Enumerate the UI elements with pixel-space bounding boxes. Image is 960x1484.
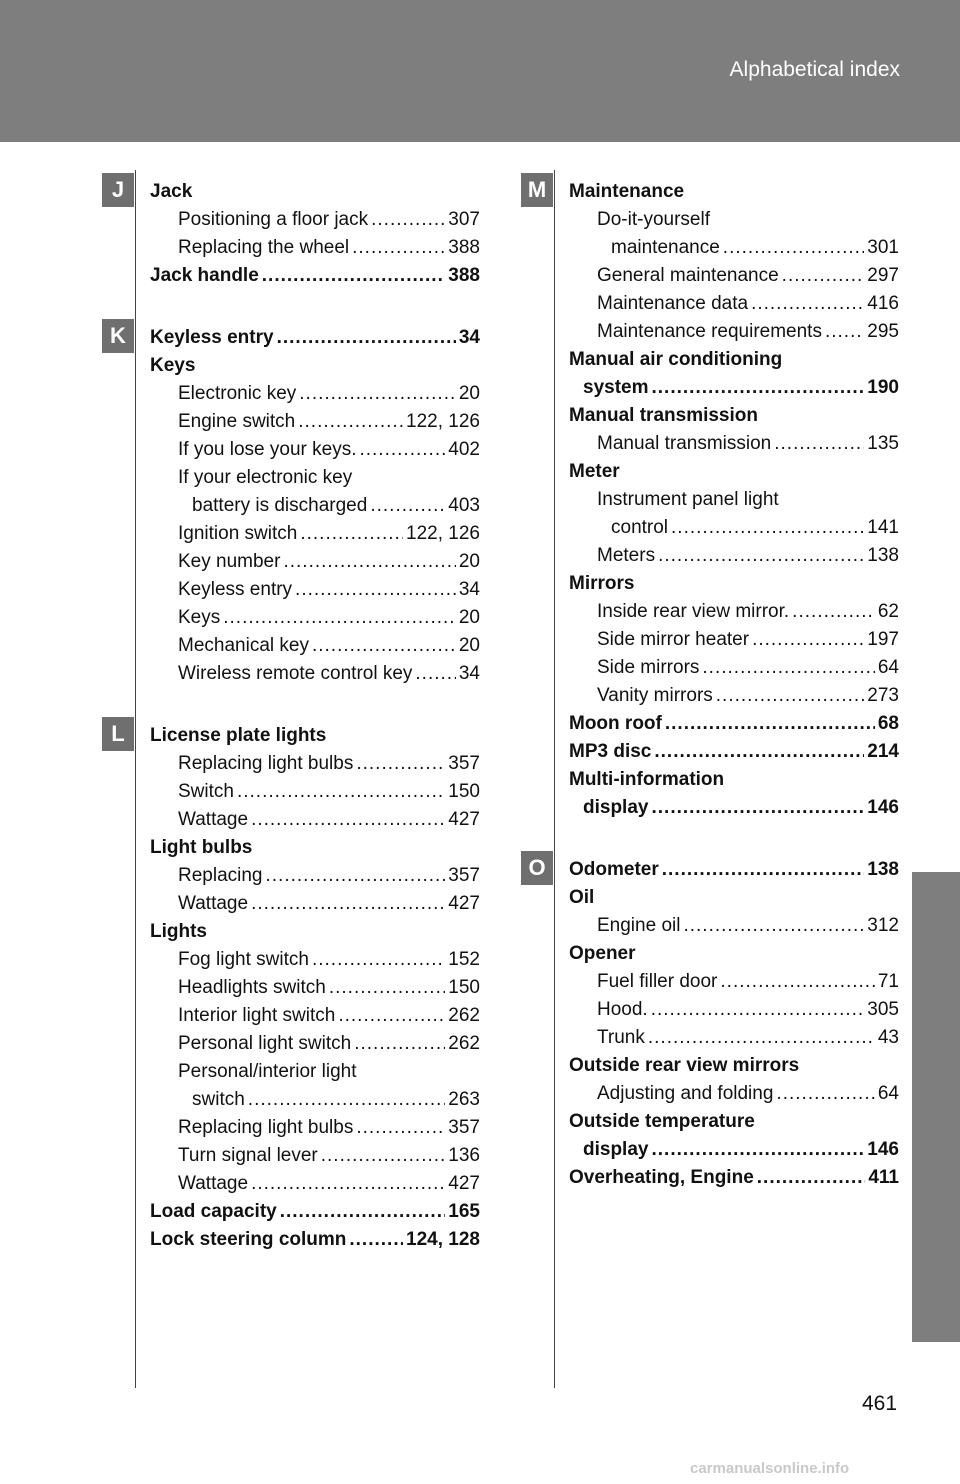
entry-text: Manual transmission <box>597 433 772 454</box>
entry-text: If you lose your keys. <box>178 439 357 460</box>
index-subentry <box>569 206 899 234</box>
index-subentry <box>150 660 480 688</box>
index-entry <box>569 346 899 374</box>
dot-leader <box>648 1024 875 1052</box>
index-subentry <box>150 492 480 520</box>
index-entry <box>569 1136 899 1164</box>
entry-page-ref: 297 <box>867 265 899 286</box>
entry-text: Mechanical key <box>178 635 309 656</box>
entry-page-ref: 197 <box>867 629 899 650</box>
entry-page-ref: 305 <box>867 999 899 1020</box>
entry-page-ref: 427 <box>448 809 480 830</box>
entry-page-ref: 190 <box>867 377 899 398</box>
index-subentry <box>569 1024 899 1052</box>
entry-text: Ignition switch <box>178 523 298 544</box>
entry-text: Light bulbs <box>150 837 253 858</box>
entry-page-ref: 146 <box>867 1139 899 1160</box>
entry-text: Headlights switch <box>178 977 326 998</box>
dot-leader <box>354 1030 445 1058</box>
dot-leader <box>723 234 865 262</box>
entry-text: General maintenance <box>597 265 779 286</box>
entry-text: Manual transmission <box>569 405 758 426</box>
dot-leader <box>237 778 445 806</box>
left-column-rule <box>135 170 136 1388</box>
entry-text: display <box>583 797 649 818</box>
entry-page-ref: 34 <box>458 327 480 348</box>
entry-text: Wattage <box>178 809 249 830</box>
entry-text: Replacing light bulbs <box>178 1117 354 1138</box>
index-subentry <box>150 1002 480 1030</box>
dot-leader <box>415 660 455 688</box>
index-entry <box>569 794 899 822</box>
entry-text: Trunk <box>597 1027 645 1048</box>
dot-leader <box>299 380 456 408</box>
index-subentry <box>569 234 899 262</box>
right-index-column <box>569 178 899 1192</box>
index-subentry <box>569 290 899 318</box>
entry-text: maintenance <box>611 237 720 258</box>
entry-page-ref: 262 <box>448 1005 480 1026</box>
section-letter-m: M <box>521 173 553 207</box>
entry-text: Load capacity <box>150 1201 277 1222</box>
entry-page-ref: 150 <box>448 781 480 802</box>
entry-page-ref: 388 <box>448 265 480 286</box>
index-subentry <box>569 262 899 290</box>
entry-page-ref: 427 <box>448 1173 480 1194</box>
entry-text: Meter <box>569 461 620 482</box>
index-subentry <box>569 968 899 996</box>
index-subentry <box>150 1114 480 1142</box>
entry-text: Inside rear view mirror. <box>597 601 790 622</box>
index-subentry <box>569 1080 899 1108</box>
entry-page-ref: 273 <box>867 685 899 706</box>
dot-leader <box>757 1164 866 1192</box>
entry-text: Replacing the wheel <box>178 237 350 258</box>
entry-text: Wattage <box>178 893 249 914</box>
entry-page-ref: 357 <box>448 865 480 886</box>
index-section-o <box>569 856 899 1192</box>
right-column-rule <box>554 170 555 1388</box>
index-entry <box>569 940 899 968</box>
dot-leader <box>312 632 456 660</box>
dot-leader <box>266 862 446 890</box>
entry-text: Manual air conditioning <box>569 349 783 370</box>
dot-leader <box>295 576 456 604</box>
entry-text: Wattage <box>178 1173 249 1194</box>
index-subentry <box>569 542 899 570</box>
entry-page-ref: 301 <box>867 237 899 258</box>
index-subentry <box>150 380 480 408</box>
index-entry <box>150 1226 480 1254</box>
index-section-m <box>569 178 899 822</box>
entry-page-ref: 64 <box>877 657 899 678</box>
index-entry <box>569 458 899 486</box>
entry-page-ref: 152 <box>448 949 480 970</box>
index-subentry <box>150 750 480 778</box>
dot-leader <box>651 794 864 822</box>
entry-text: Opener <box>569 943 636 964</box>
entry-text: switch <box>192 1089 245 1110</box>
entry-text: Do-it-yourself <box>597 209 710 230</box>
entry-page-ref: 427 <box>448 893 480 914</box>
dot-leader <box>349 1226 403 1254</box>
entry-text: Fuel filler door <box>597 971 718 992</box>
entry-page-ref: 135 <box>867 433 899 454</box>
entry-page-ref: 20 <box>458 551 480 572</box>
entry-page-ref: 138 <box>867 859 899 880</box>
index-section-j <box>150 178 480 290</box>
index-subentry <box>569 682 899 710</box>
index-section-k <box>150 324 480 688</box>
dot-leader <box>716 682 865 710</box>
entry-text: Keys <box>178 607 221 628</box>
entry-text: Side mirrors <box>597 657 700 678</box>
dot-leader <box>277 324 456 352</box>
entry-page-ref: 416 <box>867 293 899 314</box>
section-letter-l: L <box>102 717 134 751</box>
index-subentry <box>150 946 480 974</box>
index-subentry <box>150 464 480 492</box>
dot-leader <box>251 806 445 834</box>
dot-leader <box>280 1198 446 1226</box>
entry-page-ref: 62 <box>877 601 899 622</box>
entry-text: display <box>583 1139 649 1160</box>
entry-text: MP3 disc <box>569 741 652 762</box>
dot-leader <box>321 1142 446 1170</box>
index-entry <box>569 178 899 206</box>
index-subentry <box>150 1142 480 1170</box>
index-subentry <box>150 234 480 262</box>
dot-leader <box>312 946 445 974</box>
entry-text: Key number <box>178 551 281 572</box>
header-title: Alphabetical index <box>729 58 900 81</box>
dot-leader <box>825 318 864 346</box>
entry-page-ref: 214 <box>867 741 899 762</box>
entry-text: Meters <box>597 545 656 566</box>
dot-leader <box>658 542 864 570</box>
entry-text: Replacing light bulbs <box>178 753 354 774</box>
index-entry <box>569 1108 899 1136</box>
entry-page-ref: 136 <box>448 1145 480 1166</box>
index-subentry <box>150 1086 480 1114</box>
entry-text: If your electronic key <box>178 467 353 488</box>
dot-leader <box>702 654 874 682</box>
entry-page-ref: 122, 126 <box>406 523 480 544</box>
index-entry <box>150 834 480 862</box>
entry-page-ref: 64 <box>877 1083 899 1104</box>
index-subentry <box>569 430 899 458</box>
dot-leader <box>370 492 445 520</box>
entry-text: Moon roof <box>569 713 662 734</box>
section-letter-j: J <box>102 173 134 207</box>
dot-leader <box>298 408 403 436</box>
entry-page-ref: 68 <box>877 713 899 734</box>
entry-text: Lights <box>150 921 207 942</box>
dot-leader <box>776 1080 874 1108</box>
dot-leader <box>262 262 446 290</box>
entry-text: Personal light switch <box>178 1033 352 1054</box>
index-subentry <box>150 576 480 604</box>
index-subentry <box>150 1170 480 1198</box>
entry-page-ref: 122, 126 <box>406 411 480 432</box>
entry-page-ref: 357 <box>448 1117 480 1138</box>
entry-text: Oil <box>569 887 595 908</box>
index-subentry <box>150 548 480 576</box>
dot-leader <box>300 520 403 548</box>
index-entry <box>150 178 480 206</box>
entry-text: system <box>583 377 649 398</box>
entry-text: Lock steering column <box>150 1229 347 1250</box>
dot-leader <box>662 856 865 884</box>
index-section-l <box>150 722 480 1254</box>
index-entry <box>150 722 480 750</box>
dot-leader <box>329 974 445 1002</box>
index-entry <box>569 856 899 884</box>
entry-page-ref: 295 <box>867 321 899 342</box>
entry-text: Personal/interior light <box>178 1061 357 1082</box>
index-entry <box>150 262 480 290</box>
dot-leader <box>651 996 865 1024</box>
entry-text: Engine oil <box>597 915 681 936</box>
index-subentry <box>569 626 899 654</box>
entry-text: Jack handle <box>150 265 259 286</box>
index-entry <box>569 884 899 912</box>
entry-page-ref: 43 <box>877 1027 899 1048</box>
index-entry <box>569 710 899 738</box>
index-subentry <box>569 514 899 542</box>
entry-text: Turn signal lever <box>178 1145 318 1166</box>
entry-text: Replacing <box>178 865 263 886</box>
entry-text: Overheating, Engine <box>569 1167 754 1188</box>
dot-leader <box>652 374 865 402</box>
entry-text: Maintenance <box>569 181 685 202</box>
page-header <box>0 0 960 142</box>
index-subentry <box>569 912 899 940</box>
index-subentry <box>150 436 480 464</box>
section-letter-k: K <box>102 319 134 353</box>
entry-page-ref: 20 <box>458 383 480 404</box>
dot-leader <box>338 1002 445 1030</box>
entry-page-ref: 402 <box>448 439 480 460</box>
index-subentry <box>150 206 480 234</box>
dot-leader <box>752 626 864 654</box>
entry-text: Keys <box>150 355 196 376</box>
index-subentry <box>150 778 480 806</box>
entry-text: Engine switch <box>178 411 296 432</box>
entry-page-ref: 150 <box>448 977 480 998</box>
dot-leader <box>248 1086 446 1114</box>
entry-text: Jack <box>150 181 193 202</box>
entry-page-ref: 34 <box>458 663 480 684</box>
dot-leader <box>683 912 864 940</box>
index-entry <box>150 324 480 352</box>
entry-text: control <box>611 517 669 538</box>
index-subentry <box>150 974 480 1002</box>
entry-text: Side mirror heater <box>597 629 750 650</box>
index-subentry <box>150 806 480 834</box>
index-entry <box>569 374 899 402</box>
index-subentry <box>150 1058 480 1086</box>
entry-page-ref: 411 <box>868 1167 899 1188</box>
index-subentry <box>150 862 480 890</box>
entry-text: Wireless remote control key <box>178 663 413 684</box>
index-subentry <box>569 654 899 682</box>
dot-leader <box>251 890 445 918</box>
index-entry <box>569 1164 899 1192</box>
section-letter-o: O <box>521 851 553 885</box>
index-entry <box>569 1052 899 1080</box>
entry-text: Maintenance requirements <box>597 321 822 342</box>
dot-leader <box>223 604 456 632</box>
entry-page-ref: 138 <box>867 545 899 566</box>
index-subentry <box>150 520 480 548</box>
entry-page-ref: 34 <box>458 579 480 600</box>
dot-leader <box>782 262 865 290</box>
entry-page-ref: 165 <box>448 1201 480 1222</box>
dot-leader <box>751 290 864 318</box>
dot-leader <box>359 436 445 464</box>
entry-text: License plate lights <box>150 725 327 746</box>
dot-leader <box>651 1136 864 1164</box>
entry-page-ref: 262 <box>448 1033 480 1054</box>
dot-leader <box>665 710 875 738</box>
entry-text: Positioning a floor jack <box>178 209 369 230</box>
entry-text: Keyless entry <box>178 579 293 600</box>
entry-text: battery is discharged <box>192 495 368 516</box>
entry-page-ref: 124, 128 <box>406 1229 480 1250</box>
entry-text: Multi-information <box>569 769 725 790</box>
index-subentry <box>150 1030 480 1058</box>
index-entry <box>569 738 899 766</box>
index-entry <box>569 766 899 794</box>
index-entry <box>150 352 480 380</box>
index-entry <box>150 918 480 946</box>
entry-page-ref: 403 <box>448 495 480 516</box>
dot-leader <box>371 206 445 234</box>
index-subentry <box>569 598 899 626</box>
index-entry <box>569 402 899 430</box>
entry-page-ref: 312 <box>867 915 899 936</box>
index-entry <box>150 1198 480 1226</box>
entry-text: Odometer <box>569 859 659 880</box>
index-subentry <box>569 996 899 1024</box>
entry-text: Instrument panel light <box>597 489 779 510</box>
dot-leader <box>356 1114 445 1142</box>
entry-text: Fog light switch <box>178 949 309 970</box>
entry-text: Outside rear view mirrors <box>569 1055 800 1076</box>
entry-page-ref: 71 <box>877 971 899 992</box>
entry-page-ref: 388 <box>448 237 480 258</box>
dot-leader <box>251 1170 445 1198</box>
dot-leader <box>792 598 875 626</box>
index-subentry <box>150 890 480 918</box>
entry-page-ref: 357 <box>448 753 480 774</box>
index-subentry <box>150 604 480 632</box>
left-index-column <box>150 178 480 1254</box>
dot-leader <box>356 750 445 778</box>
index-subentry <box>150 408 480 436</box>
entry-text: Mirrors <box>569 573 635 594</box>
dot-leader <box>774 430 864 458</box>
entry-page-ref: 263 <box>448 1089 480 1110</box>
index-subentry <box>569 318 899 346</box>
side-thumb-tab <box>912 872 960 1342</box>
entry-text: Maintenance data <box>597 293 749 314</box>
entry-text: Keyless entry <box>150 327 274 348</box>
dot-leader <box>352 234 445 262</box>
entry-page-ref: 141 <box>867 517 899 538</box>
entry-text: Vanity mirrors <box>597 685 713 706</box>
dot-leader <box>283 548 455 576</box>
index-subentry <box>569 486 899 514</box>
entry-text: Hood. <box>597 999 648 1020</box>
entry-page-ref: 20 <box>458 635 480 656</box>
entry-text: Switch <box>178 781 234 802</box>
index-entry <box>569 570 899 598</box>
watermark: carmanualsonline.info <box>690 1460 850 1477</box>
entry-page-ref: 307 <box>448 209 480 230</box>
dot-leader <box>671 514 864 542</box>
entry-text: Electronic key <box>178 383 297 404</box>
dot-leader <box>654 738 864 766</box>
entry-page-ref: 146 <box>867 797 899 818</box>
entry-text: Interior light switch <box>178 1005 336 1026</box>
page-number: 461 <box>862 1392 898 1415</box>
entry-text: Adjusting and folding <box>597 1083 774 1104</box>
entry-text: Outside temperature <box>569 1111 755 1132</box>
index-subentry <box>150 632 480 660</box>
entry-page-ref: 20 <box>458 607 480 628</box>
dot-leader <box>720 968 874 996</box>
